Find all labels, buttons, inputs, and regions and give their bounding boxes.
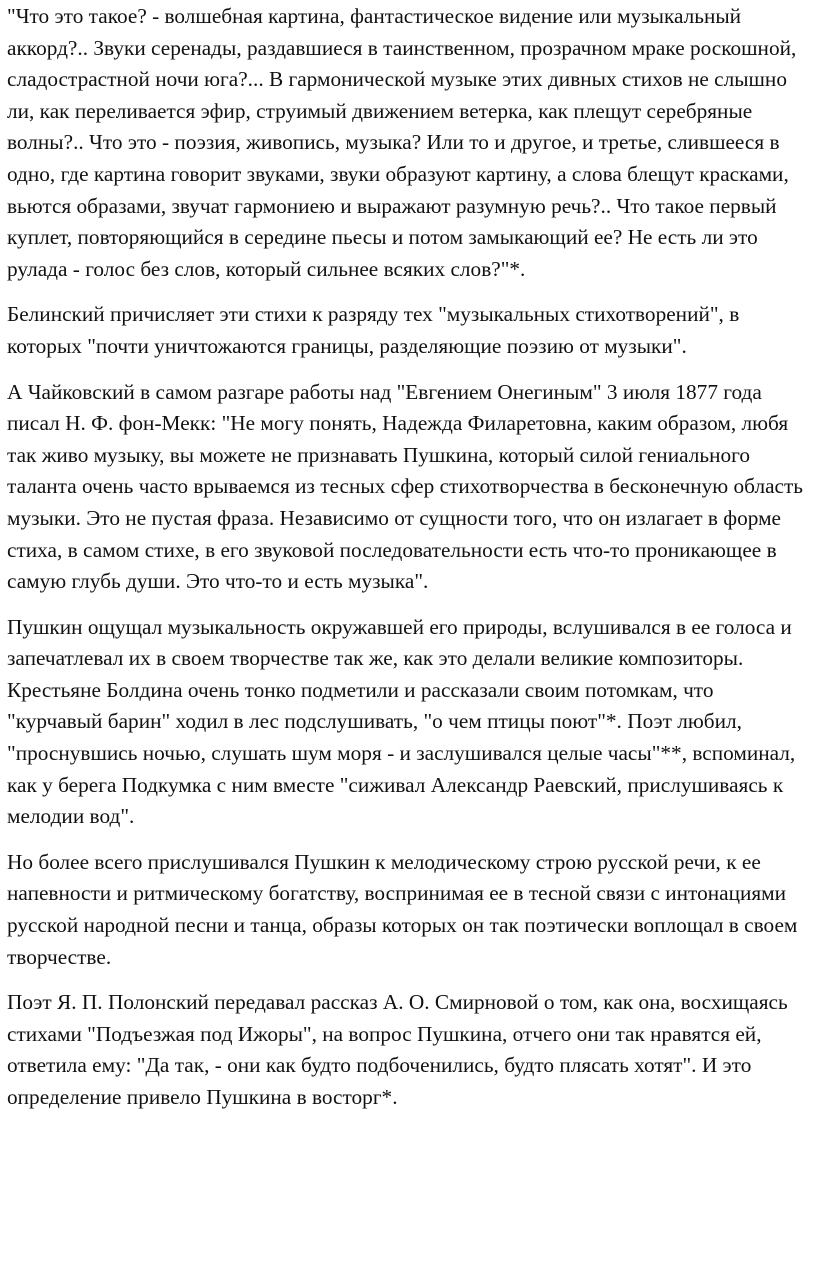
paragraph-belinsky-classification: Белинский причисляет эти стихи к разряду тех "музыкальных стихотворений", в которых "почти уничтожаются границы, разделяющие поэзию от музыки". [7,302,740,358]
paragraph-pushkin-nature: Пушкин ощущал музыкальность окружавшей его природы, вслушивался в ее голоса и запечатлевал их в своем творчестве так же, как это делали великие композиторы. Крестьяне Болдина очень тонко подметили и рассказали своим потомкам, что "курчавый барин" ходил в лес подслушивать, "о чем птицы поют"*. Поэт любил, "проснувшись ночью, слушать шум моря - и заслушивался целые часы"**, вспоминал, как у берега Подкумка с ним вместе "сиживал Александр Раевский, прислушиваясь к мелодии вод". [7,614,796,829]
paragraph-tchaikovsky-letter: А Чайковский в самом разгаре работы над "Евгением Онегиным" 3 июля 1877 года писал Н. Ф. фон-Мекк: "Не могу понять, Надежда Филаретовна, каким образом, любя так живо музыку, вы можете не признавать Пушкина, который силой гениального таланта очень часто врываемся из тесных сфер стихотворчества в бесконечную область музыки. Это не пустая фраза. Независимо от сущности того, что он излагает в форме стиха, в самом стихе, в его звуковой последовательности есть что-то проникающее в самую глубь души. Это что-то и есть музыка". [7,379,804,594]
paragraph-polonsky-story: Поэт Я. П. Полонский передавал рассказ А. О. Смирновой о том, как она, восхищаясь стихами "Подъезжая под Ижоры", на вопрос Пушкина, отчего они так нравятся ей, ответила ему: "Да так, - они как будто подбоченились, будто плясать хотят". И это определение привело Пушкина в восторг*. [7,990,788,1109]
paragraph-belinsky-quote: "Что это такое? - волшебная картина, фантастическое видение или музыкальный аккорд?.. Звуки серенады, раздавшиеся в таинственном, прозрачном мраке роскошной, сладострастной ночи юга?... В гармонической музыке этих дивных стихов не слышно ли, как переливается эфир, струимый движением ветерка, как плещут серебряные волны?.. Что это - поэзия, живопись, музыка? Или то и другое, и третье, слившееся в одно, где картина говорит звуками, звуки образуют картину, а слова блещут красками, вьются образами, звучат гармониею и выражают разумную речь?.. Что такое первый куплет, повторяющийся в середине пьесы и потом замыкающий ее? Не есть ли это рулада - голос без слов, который сильнее всяких слов?"*. [7,4,797,281]
paragraph-russian-speech: Но более всего прислушивался Пушкин к мелодическому строю русской речи, к ее напевности и ритмическому богатству, воспринимая ее в тесной связи с интонациями русской народной песни и танца, образы которых он так поэтически воплощал в своем творчестве. [7,849,798,969]
